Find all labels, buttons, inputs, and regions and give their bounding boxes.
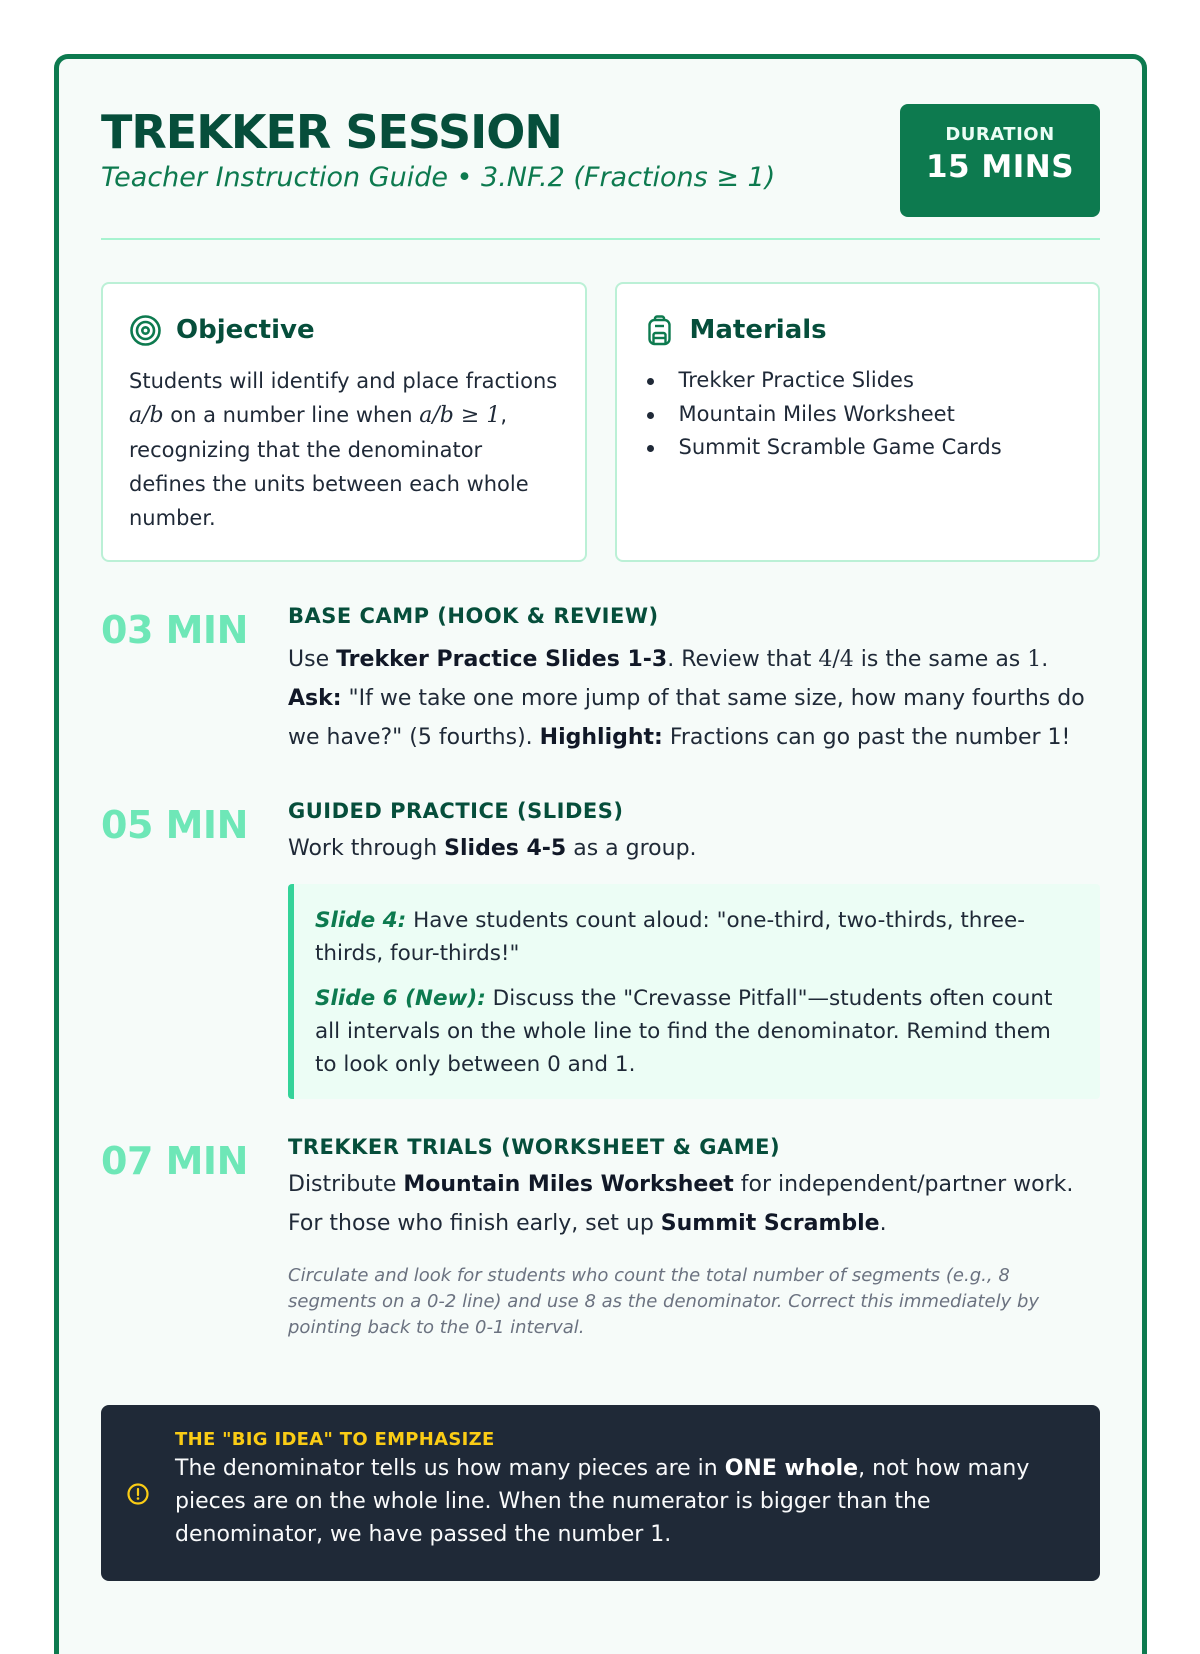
materials-header: [643, 310, 1073, 350]
page-title: TREKKER SESSION: [101, 105, 562, 159]
step-time: 03 MIN: [101, 608, 248, 652]
step-text: Use Trekker Practice Slides 1-3. Review that 4/4 is the same as 1. Ask: "If we take one more jump of that same size, how many fourths do we have?" (5 fourths). Highlight: Fractions can go past the number 1!: [288, 647, 1085, 750]
big-idea-text: The denominator tells us how many pieces are in ONE whole, not how many pieces are on the whole line. When the numerator is bigger than the denominator, we have passed the number 1.: [175, 1456, 1030, 1547]
lesson-card: [54, 54, 1147, 1654]
big-idea-callout: [101, 1405, 1100, 1581]
step-title: GUIDED PRACTICE (SLIDES): [288, 799, 624, 823]
objective-text: Students will identify and place fractions a/b on a number line when a/b ≥ 1, recognizing that the denominator defines the units between each whole number.: [129, 369, 558, 530]
list-item: Trekker Practice Slides: [643, 364, 1073, 398]
math-fraction: a/b: [129, 403, 164, 428]
target-icon: [129, 314, 162, 347]
math-inequality: a/b ≥ 1: [419, 403, 501, 428]
alert-circle-icon: [125, 1481, 151, 1507]
duration-value: 15 MINS: [925, 149, 1075, 185]
big-idea-label: THE "BIG IDEA" TO EMPHASIZE: [175, 1429, 495, 1450]
materials-title: Materials: [689, 315, 827, 345]
objective-title: Objective: [176, 315, 315, 345]
step-body: [288, 797, 1100, 1099]
step-guided-practice: [101, 797, 1100, 1099]
step-text: Work through Slides 4-5 as a group.: [288, 836, 697, 861]
teacher-note: Circulate and look for students who count the total number of segments (e.g., 8 segments on a 0-2 line) and use 8 as the denominator. Correct this immediately by pointing back to the 0-1 interval.: [288, 1265, 1040, 1338]
objective-header: [129, 310, 559, 350]
step-time: 07 MIN: [101, 1139, 248, 1183]
objective-box: [101, 282, 587, 562]
slide-notes: [288, 884, 1100, 1099]
step-trekker-trials: [101, 1133, 1100, 1341]
materials-box: [615, 282, 1101, 562]
duration-label: DURATION: [945, 124, 1055, 145]
step-title: BASE CAMP (HOOK & REVIEW): [288, 604, 659, 628]
lesson-header: [101, 104, 1100, 240]
step-body: [288, 602, 1100, 757]
materials-list: [643, 364, 1073, 465]
list-item: Summit Scramble Game Cards: [643, 431, 1073, 465]
step-body: [288, 1133, 1100, 1341]
page-subtitle: Teacher Instruction Guide • 3.NF.2 (Fractions ≥ 1): [101, 162, 776, 193]
step-text: Distribute Mountain Miles Worksheet for independent/partner work. For those who finish early, set up Summit Scramble.: [288, 1172, 1074, 1236]
slide-note: Slide 4: Have students count aloud: "one-third, two-thirds, three-thirds, four-thirds!": [315, 908, 1026, 966]
step-title: TREKKER TRIALS (WORKSHEET & GAME): [288, 1135, 781, 1159]
info-boxes: [101, 282, 1100, 562]
step-time: 05 MIN: [101, 803, 248, 847]
duration-badge: [900, 104, 1100, 217]
step-base-camp: [101, 602, 1100, 757]
backpack-icon: [643, 314, 676, 347]
list-item: Mountain Miles Worksheet: [643, 398, 1073, 432]
slide-note: Slide 6 (New): Discuss the "Crevasse Pitfall"—students often count all intervals on the whole line to find the denominator. Remind them to look only between 0 and 1.: [315, 986, 1053, 1077]
